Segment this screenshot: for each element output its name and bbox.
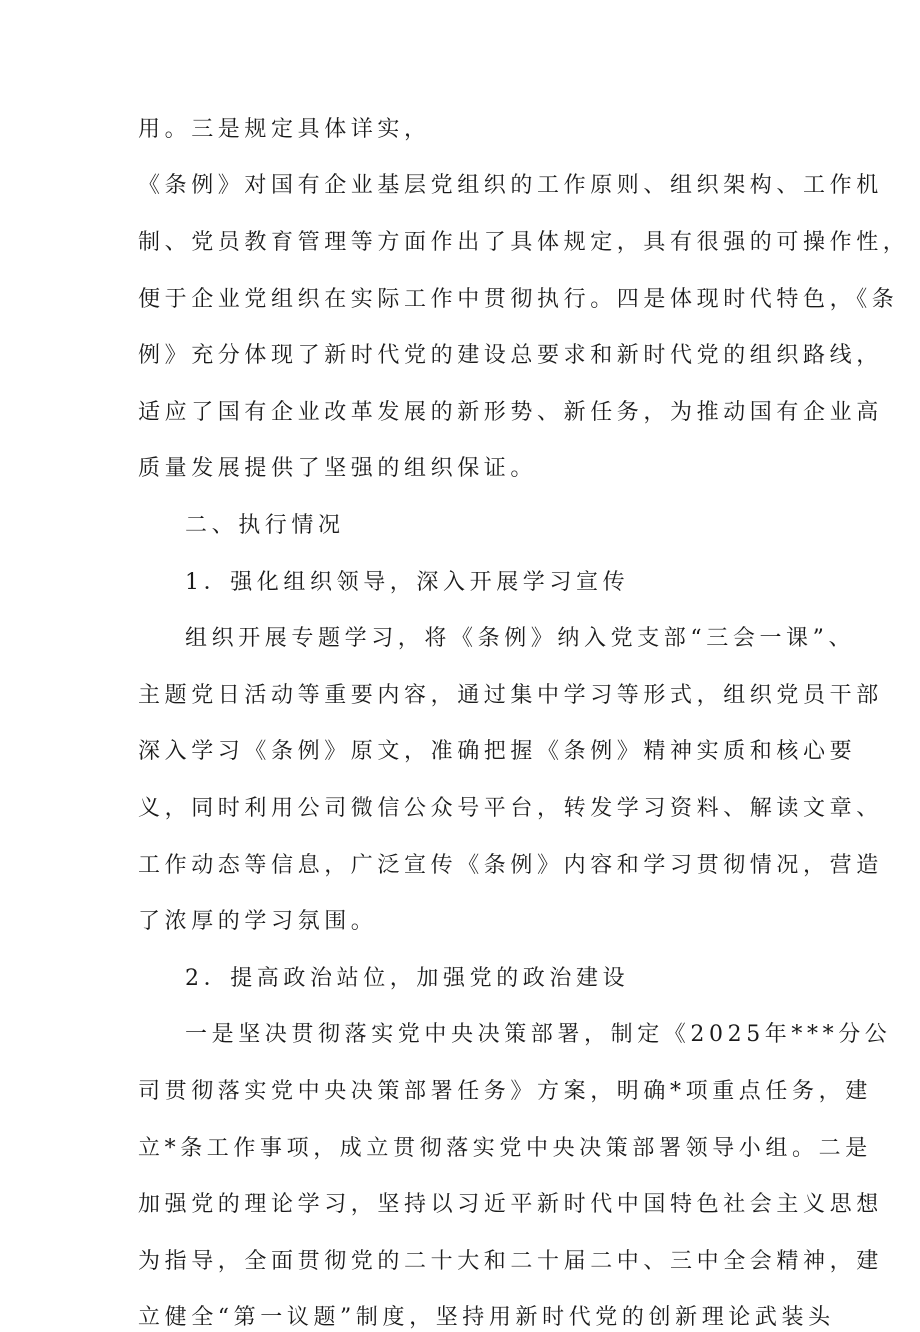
text-line: 了浓厚的学习氛围。 <box>138 909 378 934</box>
text-line: 为指导，全面贯彻党的二十大和二十届二中、三中全会精神，建 <box>138 1249 883 1274</box>
text-line: 例》充分体现了新时代党的建设总要求和新时代党的组织路线， <box>138 343 883 368</box>
subsection-heading: 2．提高政治站位，加强党的政治建设 <box>185 966 630 991</box>
text-line: 司贯彻落实党中央决策部署任务》方案，明确*项重点任务，建 <box>138 1079 872 1104</box>
subsection-heading: 1．强化组织领导，深入开展学习宣传 <box>185 570 630 595</box>
text-line: 适应了国有企业改革发展的新形势、新任务，为推动国有企业高 <box>138 400 883 425</box>
text-line: 《条例》对国有企业基层党组织的工作原则、组织架构、工作机 <box>138 173 883 198</box>
text-line: 立健全“第一议题”制度，坚持用新时代党的创新理论武装头 <box>138 1305 835 1330</box>
text-line: 主题党日活动等重要内容，通过集中学习等形式，组织党员干部 <box>138 683 883 708</box>
paragraph-first-line: 一是坚决贯彻落实党中央决策部署，制定《2025年***分公 <box>185 1022 892 1047</box>
text-line: 加强党的理论学习，坚持以习近平新时代中国特色社会主义思想 <box>138 1192 883 1217</box>
text-line: 立*条工作事项，成立贯彻落实党中央决策部署领导小组。二是 <box>138 1136 872 1161</box>
paragraph-first-line: 组织开展专题学习，将《条例》纳入党支部“三会一课”、 <box>185 626 856 651</box>
text-line: 便于企业党组织在实际工作中贯彻执行。四是体现时代特色，《条 <box>138 287 899 312</box>
text-line: 质量发展提供了坚强的组织保证。 <box>138 456 538 481</box>
text-line: 制、党员教育管理等方面作出了具体规定，具有很强的可操作性， <box>138 230 910 255</box>
text-line: 用。三是规定具体详实， <box>138 117 431 142</box>
section-heading: 二、执行情况 <box>185 513 345 538</box>
text-line: 工作动态等信息，广泛宣传《条例》内容和学习贯彻情况，营造 <box>138 853 883 878</box>
text-line: 义，同时利用公司微信公众号平台，转发学习资料、解读文章、 <box>138 796 883 821</box>
text-line: 深入学习《条例》原文，准确把握《条例》精神实质和核心要 <box>138 739 857 764</box>
